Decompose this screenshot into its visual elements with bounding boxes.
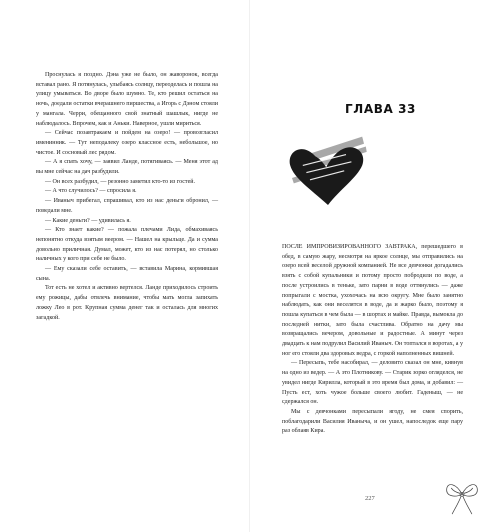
paragraph: — Он всех разбудил, — резонно заметил кто-то из гостей. (45, 178, 195, 185)
paragraph: — Иваныч прибегал, спрашивал, кто из нас деньги обронил, — поведали мне. (36, 198, 218, 214)
paragraph: — А я спать хочу, — заявил Ланде, потягиваясь. — Меня этот ад вы мне сейчас на дач разбудили. (36, 159, 218, 176)
paragraph: — Сейчас позавтракаем и пойдем на озеро! — провозгласил именинник. — Тут неподалеку озеро классное есть, небольшое, но чистое. И сосновый лес рядом. (36, 130, 218, 156)
paragraph: ПОСЛЕ ИМПРОВИЗИРОВАННОГО ЗАВТРАКА, перешедшего в обед, в самую жару, несмотря на яркое солнце, мы отправились на озеро всей веселой дружной компанией. Не все девчонки догадались взять с собой купальники и потому просто побродили по воде, а после устроились в теньке, зато парни в воде оттянулись — даже попрыгали с мостка, ухохочась на всю округу. Мне было занятно наблюдать, как они веселятся в воде, да и жарко было, поэтому я пошла купаться в чем была — в шортах и майке. Правда, вымокла до последней нитки, зато была счастлива. Обратно на дачу мы возвращались вечером, довольные и радостные. А минут через двадцать к нам подрулил Василий Иваныч. Он топтался в воротах, а у ног его стояли два здоровых ведра, с горкой наполненных вишней. (282, 244, 463, 357)
paragraph: — А что случилось? — спросила я. (45, 188, 137, 195)
paragraph: — Какие деньги? — удивилась я. (45, 217, 131, 224)
paragraph: Проснулась я поздно. Дэна уже не было, он жаворонок, всегда вставал рано. Я потянулась, улыбаясь солнцу, переоделась и пошла на улицу умываться. Во дворе было шумно. Те, кто решил остаться на ночь, доедали остатки вчерашнего пиршества, а Игорь с Дэном стояли у мангала. Черри, обещанного свой знатный шашлык, нигде не наблюдалось. Впрочем, как и Аньки. Наверное, ушли мириться. (36, 72, 218, 127)
paragraph: — Кто знает какие? — пожала плечами Лида, обмахиваясь непонятно откуда взятым веером. — Нашел на крыльце. Да и сумма довольно приличная. Думал, может, кто из нас потерял, но столько наличных у кого при себе не было. (36, 227, 218, 263)
paragraph: — Пересыпь, тебе насобирал, — деловито сказал он мне, кивнув на одно из ведер. — А это Плотникову. — Старик зорко огляделся, не увидел нигде Кирилла, который в это время был дома, и добавил: — Пусть ест, хоть чужое больше своего любит. Гаденыш, — не сдержался он. (282, 360, 463, 406)
page-number: 227 (365, 495, 375, 502)
paragraph: Тот есть не хотел и активно вертелся. Ланде приходилось строить ему рожицы, дабы отвлечь внимание, чтобы мать могла запихать ложку Лео в рот. Крупная сумма денег так и осталась для многих загадкой. (36, 285, 218, 321)
heart-illustration-icon (283, 124, 373, 214)
right-page-text (282, 243, 463, 437)
paragraph: — Ему сказали себе оставить, — вставила Марина, кормившая сына. (36, 266, 218, 282)
left-page-text (36, 71, 218, 323)
chapter-title: ГЛАВА 33 (345, 102, 417, 116)
bow-illustration-icon (444, 478, 480, 516)
paragraph: Мы с девчонками пересыпали ягоду, не смея спорить, поблагодарили Василия Иваныча, и он ушел, напоследок еще пару раз облаяв Кира. (282, 408, 463, 435)
